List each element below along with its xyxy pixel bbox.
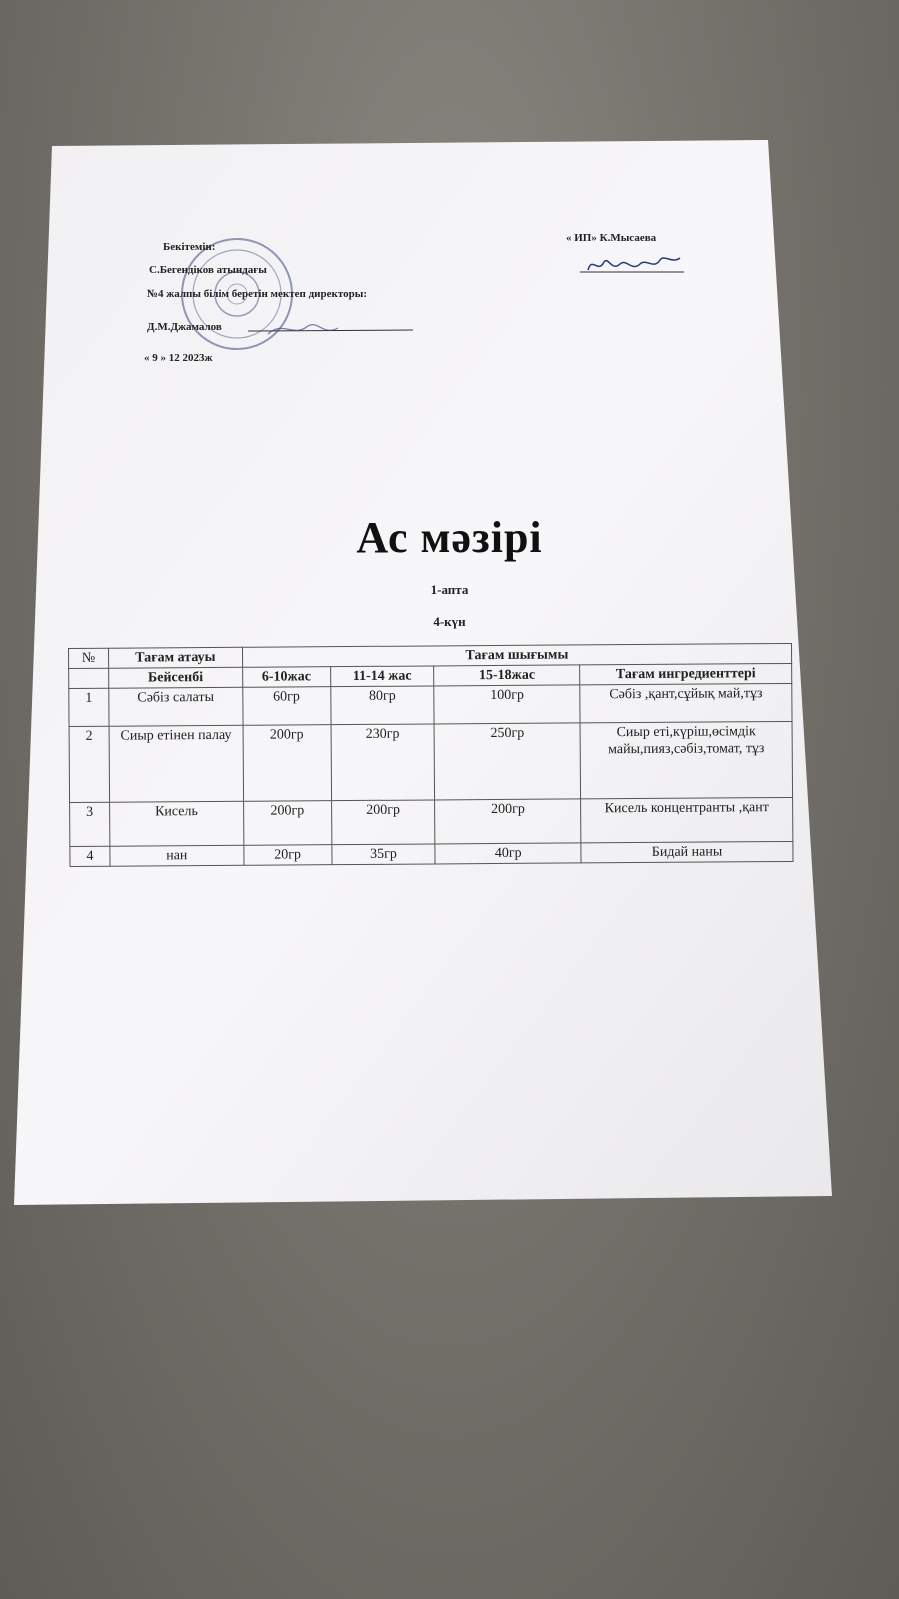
ingredients: Сиыр еті,күріш,өсімдік майы,пияз,сәбіз,томат, тұз [580,721,792,798]
age-header-1: 6-10жас [242,667,330,688]
approval-date: « 9 » 12 2023ж [144,352,213,364]
portion-6-10: 200гр [243,801,331,846]
approve-label: Бекітемін: [163,241,216,253]
director-name: Д.М.Джамалов [147,321,222,333]
portion-15-18: 250гр [434,723,580,800]
row-number: 3 [70,802,110,846]
row-number: 1 [69,688,109,726]
page-title: Ас мәзірі [356,513,543,562]
ingredients: Сәбіз ,қант,сұйық май,тұз [580,683,792,722]
ingredients: Кисель концентранты ,қант [581,797,793,842]
table-row [69,721,793,802]
ingredients-header: Тағам ингредиенттері [580,663,792,684]
row-number: 4 [70,846,110,866]
table-row [70,797,793,846]
col-number-header: № [69,648,109,668]
portion-15-18: 100гр [434,685,580,724]
dish-name: Сиыр етінен палау [109,725,243,802]
day-label: 4-күн [433,614,466,629]
week-label: 1-апта [430,582,469,597]
row-number: 2 [69,726,109,802]
portion-15-18: 200гр [435,799,581,844]
ip-signature-icon [580,250,690,282]
col-name-header: Тағам атауы [108,647,242,668]
age-header-3: 15-18жас [434,665,580,686]
menu-table [68,643,794,867]
empty-cell [69,668,109,688]
dish-name: нан [110,845,244,866]
portion-11-14: 35гр [331,844,435,865]
portion-6-10: 200гр [243,725,331,802]
dish-name: Кисель [110,801,244,846]
age-header-2: 11-14 жас [330,666,434,687]
ingredients: Бидай наны [581,841,793,862]
portion-11-14: 200гр [331,800,435,845]
weekday-header: Бейсенбі [109,667,243,688]
table-row [69,683,792,726]
school-name-line: С.Бегендіков атындағы [149,264,267,276]
portion-6-10: 20гр [244,845,332,866]
dish-name: Сәбіз салаты [109,687,243,726]
portion-6-10: 60гр [243,687,331,726]
portion-11-14: 230гр [331,724,435,801]
portion-15-18: 40гр [435,843,581,864]
director-line: №4 жалпы білім беретін мектеп директоры: [147,288,367,300]
portion-11-14: 80гр [330,686,434,725]
director-signature-line [248,318,418,338]
col-yield-header: Тағам шығымы [242,643,791,667]
ip-name: « ИП» К.Мысаева [566,232,657,244]
